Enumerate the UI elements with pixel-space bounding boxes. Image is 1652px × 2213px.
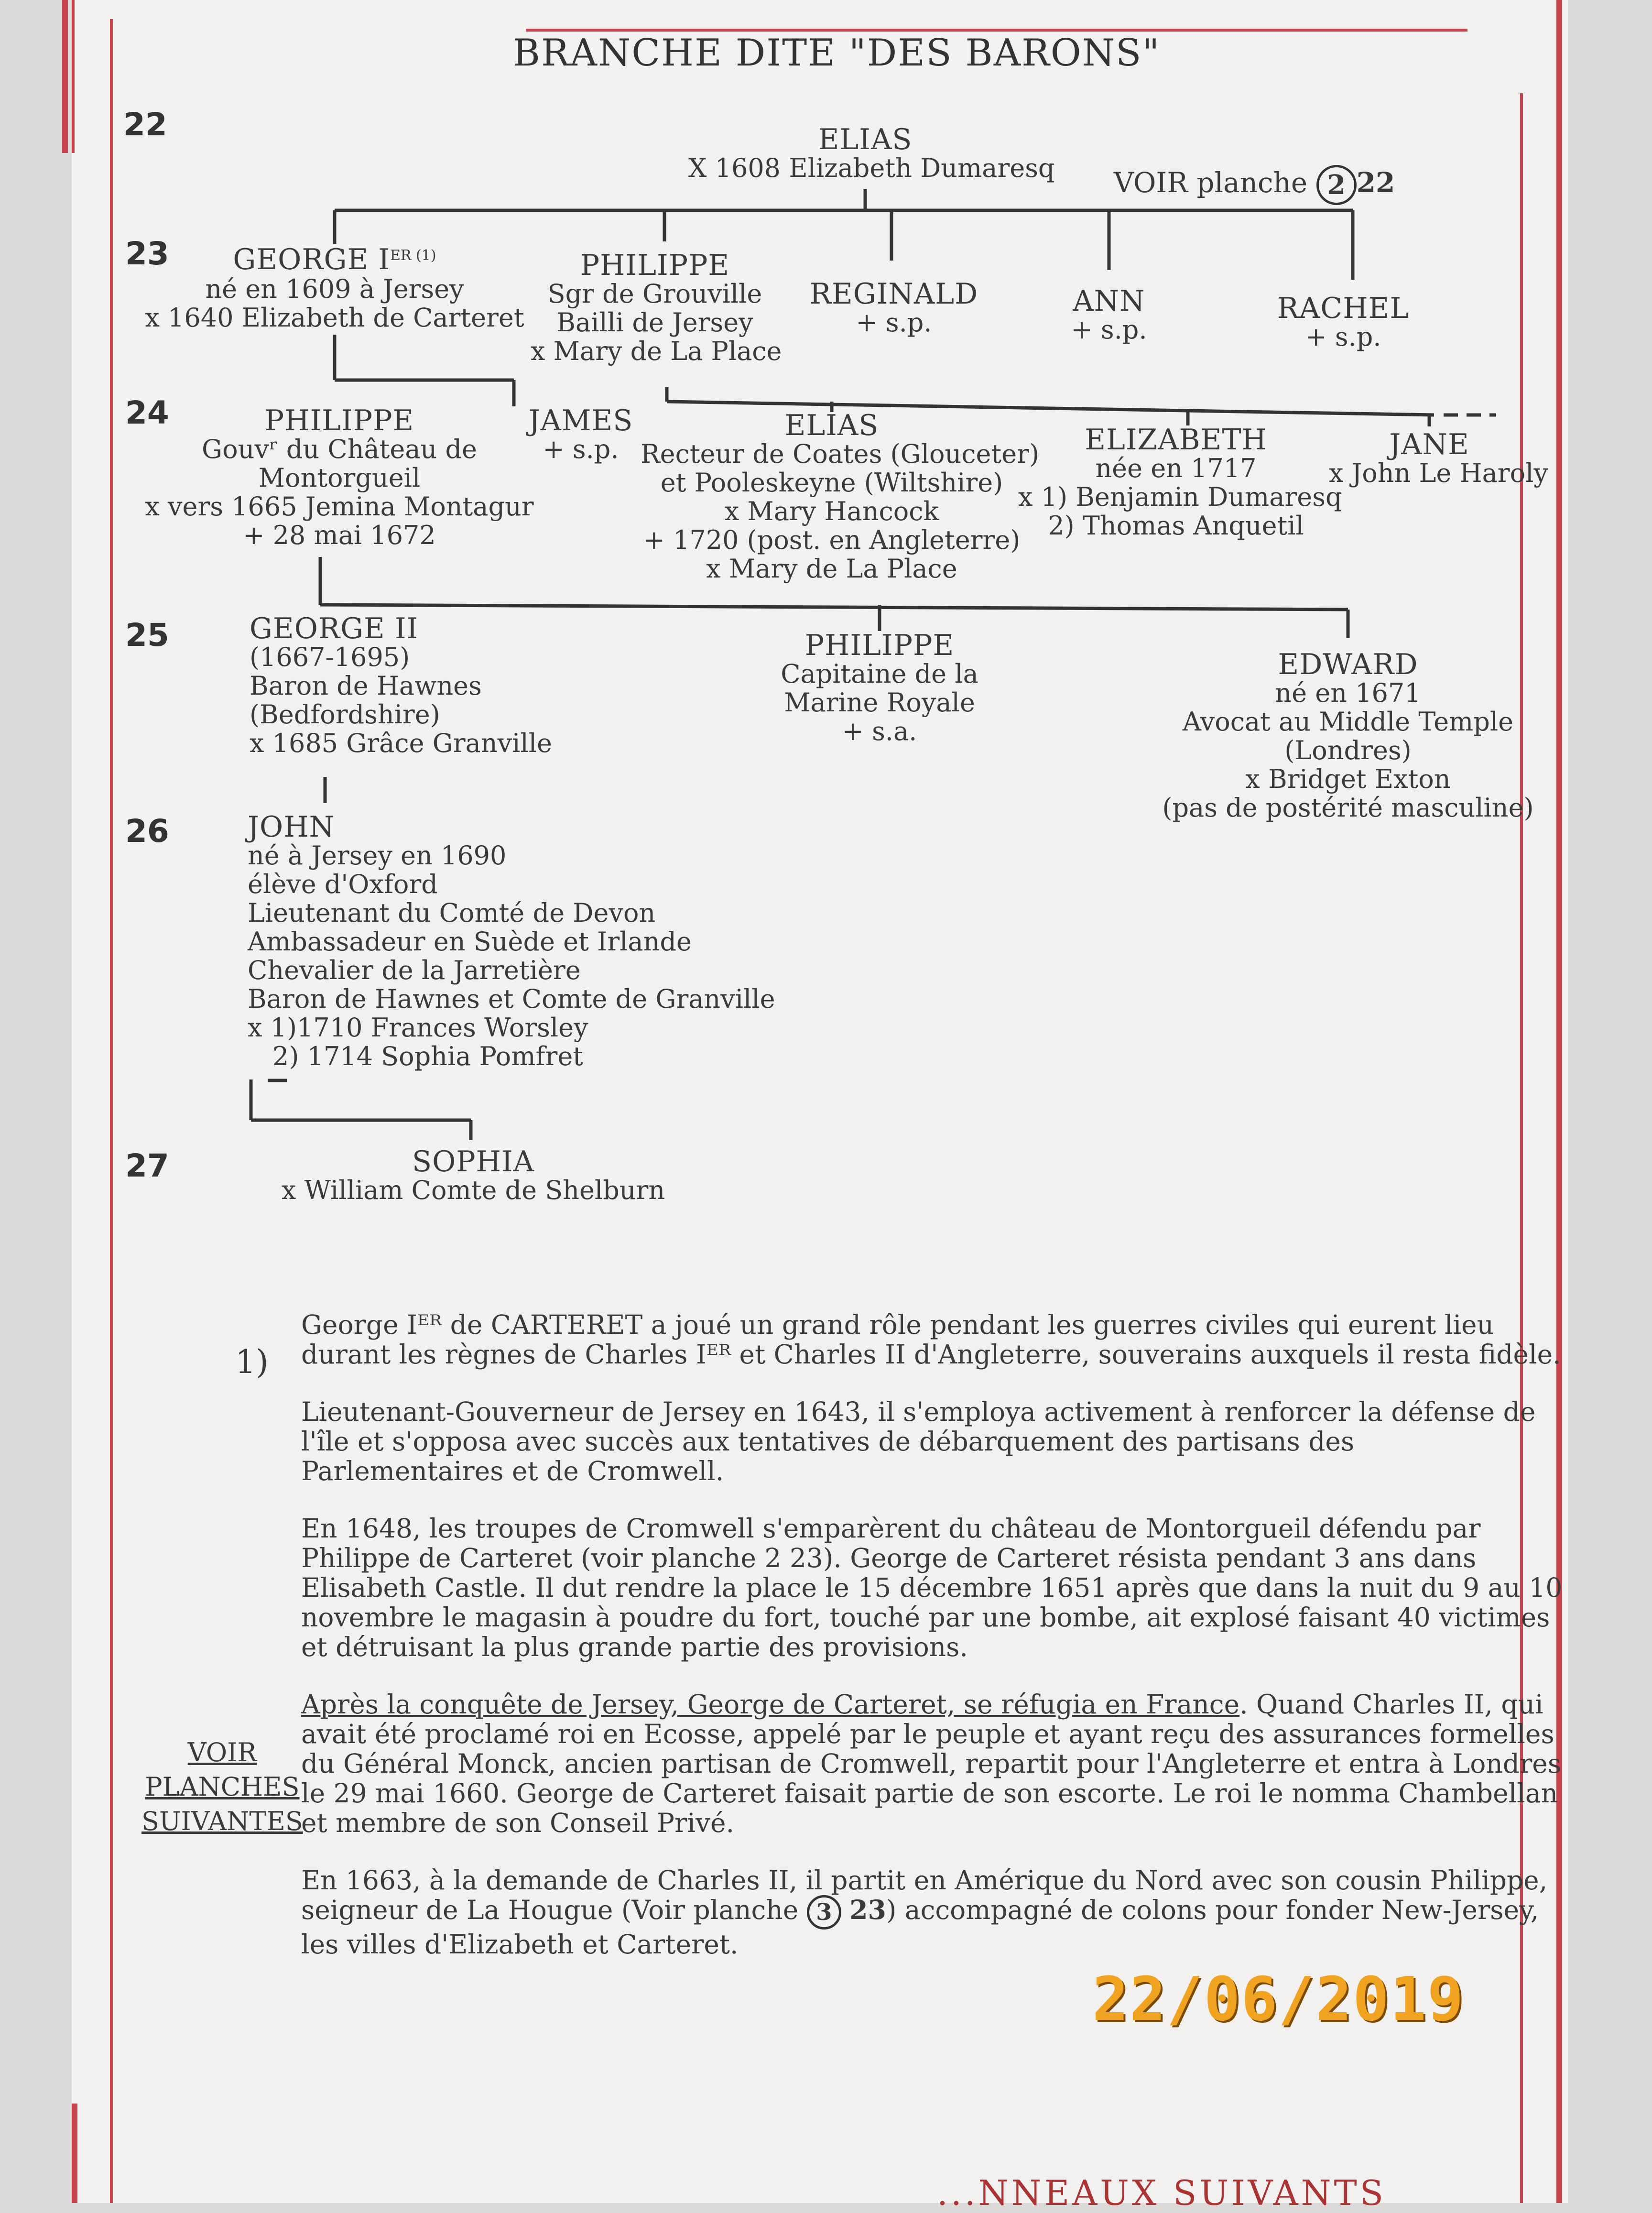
person-detail: Sgr de Grouville (547, 279, 762, 309)
person-philippe-25 (746, 631, 1013, 746)
person-detail: Montorgueil (258, 463, 421, 493)
person-name: JAMES (528, 404, 633, 437)
person-detail: x vers 1665 Jemina Montagur (145, 491, 534, 522)
person-ann (1037, 284, 1181, 345)
footnote-text-rest: . Quand Charles II, qui avait été proclamé roi en Ecosse, appelé par le peuple et ayant reçu des assurances formelles du Général Monck, ancien partisan de Cromwell, repartit pour l'Angleterre et entra à Londres le 29 mai 1660. George de Carteret faisait partie de son escorte. Le roi le nomma Chambellan et membre de son Conseil Privé. (301, 1689, 1562, 1838)
person-detail: x Mary de La Place (531, 336, 782, 366)
person-detail: Marine Royale (784, 687, 975, 718)
person-detail: Bailli de Jersey (556, 307, 753, 338)
person-detail: x 1685 Grâce Granville (250, 728, 552, 758)
generation-label: 26 (125, 813, 169, 850)
person-detail: 2) 1714 Sophia Pomfret (272, 1041, 583, 1071)
side-note-line: PLANCHES (145, 1772, 300, 1802)
person-detail: x Mary de La Place (706, 554, 957, 584)
photo-date-stamp: 22/06/2019 (1092, 1964, 1465, 2034)
person-detail: Lieutenant du Comté de Devon (248, 898, 656, 928)
bottom-partial-heading: ...NNEAUX SUIVANTS (937, 2173, 1386, 2213)
plate-reference-prefix: VOIR planche (1114, 166, 1308, 199)
footnote-paragraph: George Iᴱᴿ de CARTERET a joué un grand rôle pendant les guerres civiles qui eurent lieu durant les règnes de Charles Iᴱᴿ et Charles II d'Angleterre, souverains auxquels il resta fidèle. (301, 1309, 1561, 1370)
footnote-text-part: ) accompagné de colons pour fonder New-Jersey, les villes d'Elizabeth et Carteret. (301, 1895, 1539, 1960)
person-name: RACHEL (1277, 292, 1410, 325)
person-philippe-23 (531, 249, 782, 366)
person-name: REGINALD (809, 277, 978, 311)
person-detail: x 1640 Elizabeth de Carteret (145, 303, 524, 333)
person-detail: x 1) Benjamin Dumaresq (1018, 482, 1342, 512)
person-detail: Avocat au Middle Temple (1182, 707, 1514, 737)
person-elias-22 (688, 123, 1055, 183)
person-name: PHILIPPE (580, 249, 730, 282)
person-detail: né en 1609 à Jersey (205, 274, 464, 304)
person-detail: x William Comte de Shelburn (281, 1175, 665, 1205)
person-name: GEORGE II (250, 612, 419, 645)
person-sophia (268, 1147, 679, 1205)
plate-circle: 2 (1316, 165, 1357, 205)
person-name: PHILIPPE (804, 629, 955, 662)
person-name: ANN (1073, 284, 1145, 318)
person-detail: (Bedfordshire) (250, 699, 440, 730)
person-detail: 2) Thomas Anquetil (1048, 511, 1304, 541)
generation-label: 24 (125, 394, 169, 431)
person-john (248, 810, 821, 1071)
page-title: BRANCHE DITE "DES BARONS" (512, 32, 1161, 75)
person-detail: + s.p. (543, 434, 619, 464)
footnote-text (301, 1310, 1563, 1987)
person-name: ELIAS (784, 409, 879, 442)
person-elizabeth (1018, 423, 1342, 541)
plate-number: 23 (849, 1894, 886, 1925)
person-detail: Ambassadeur en Suède et Irlande (248, 927, 692, 957)
person-james (526, 406, 636, 464)
person-detail: x Bridget Exton (1245, 764, 1451, 794)
person-detail: né à Jersey en 1690 (248, 840, 507, 871)
person-reginald (793, 277, 994, 338)
person-detail: + 28 mai 1672 (243, 520, 436, 550)
person-name: JOHN (248, 810, 335, 844)
person-name: EDWARD (1278, 648, 1418, 681)
side-note-line: VOIR (187, 1737, 257, 1767)
person-detail: x Mary Hancock (724, 496, 939, 526)
underlined-text: Après la conquête de Jersey, George de Carteret, se réfugia en France (301, 1689, 1240, 1720)
person-name: GEORGE I (233, 243, 391, 276)
generation-label: 23 (125, 235, 169, 272)
person-elias-24 (641, 409, 1040, 584)
person-detail: Baron de Hawnes et Comte de Granville (248, 984, 775, 1014)
person-detail: (1667-1695) (250, 642, 410, 672)
footnote-number: 1) (235, 1343, 269, 1381)
person-detail: Gouvʳ du Château de (202, 434, 477, 464)
person-detail: + 1720 (post. en Angleterre) (643, 525, 1021, 555)
person-detail: + s.a. (842, 716, 917, 746)
person-detail: + s.p. (1305, 322, 1381, 352)
person-detail: Baron de Hawnes (250, 671, 482, 701)
see-following-plates-note (141, 1735, 303, 1839)
person-detail: x John Le Haroly (1329, 458, 1548, 488)
person-detail: + s.p. (856, 307, 932, 338)
side-note-line: SUIVANTES (141, 1806, 303, 1836)
generation-label: 22 (123, 106, 167, 143)
person-name: PHILIPPE (264, 404, 414, 437)
person-detail: Recteur de Coates (Glouceter) (641, 439, 1040, 469)
person-george-ii (250, 614, 613, 758)
person-name: ELIAS (818, 123, 913, 156)
footnote-text-part: En 1663, à la demande de Charles II, il partit en Amérique du Nord avec son cousin Philippe, seigneur de La Hougue (Voir planche (301, 1865, 1548, 1925)
person-detail: et Pooleskeyne (Wiltshire) (660, 468, 1003, 498)
person-rachel (1262, 294, 1424, 351)
person-jane (1329, 428, 1548, 488)
person-george-i (139, 241, 531, 332)
footnote-paragraph (301, 1865, 1563, 1959)
person-detail: (Londres) (1284, 735, 1412, 765)
person-name-sup: ER (1) (390, 247, 436, 264)
plate-reference (1114, 165, 1395, 205)
generation-label: 27 (125, 1147, 169, 1184)
generation-label: 25 (125, 617, 169, 654)
person-philippe-24 (139, 406, 540, 550)
person-name: SOPHIA (412, 1145, 535, 1178)
person-detail: élève d'Oxford (248, 869, 438, 899)
person-name: ELIZABETH (1085, 423, 1267, 457)
plate-circle: 3 (807, 1895, 841, 1930)
person-detail: Capitaine de la (781, 659, 978, 689)
person-detail: (pas de postérité masculine) (1162, 793, 1534, 823)
person-detail: x 1)1710 Frances Worsley (248, 1013, 588, 1043)
footnote-paragraph: En 1648, les troupes de Cromwell s'emparèrent du château de Montorgueil défendu par Philippe de Carteret (voir planche 2 23). George de Carteret résista pendant 3 ans dans Elisabeth Castle. Il dut rendre la place le 15 décembre 1651 après que dans la nuit du 9 au 10 novembre le magasin à poudre du fort, touché par une bombe, ait explosé faisant 40 victimes et détruisant la plus grande partie des provisions. (301, 1513, 1563, 1662)
person-detail: né en 1671 (1275, 678, 1421, 708)
person-detail: X 1608 Elizabeth Dumaresq (688, 153, 1055, 183)
footnote-paragraph (301, 1690, 1563, 1838)
footnote-paragraph: Lieutenant-Gouverneur de Jersey en 1643, il s'employa activement à renforcer la défense de l'île et s'opposa avec succès aux tentatives de débarquement des partisans des Parlementaires et de Cromwell. (301, 1396, 1536, 1486)
person-detail: Chevalier de la Jarretière (248, 955, 581, 985)
person-name: JANE (1389, 428, 1469, 461)
person-detail: + s.p. (1071, 315, 1147, 345)
person-edward (1162, 650, 1534, 822)
person-detail: née en 1717 (1095, 453, 1257, 483)
plate-number: 22 (1356, 166, 1395, 199)
